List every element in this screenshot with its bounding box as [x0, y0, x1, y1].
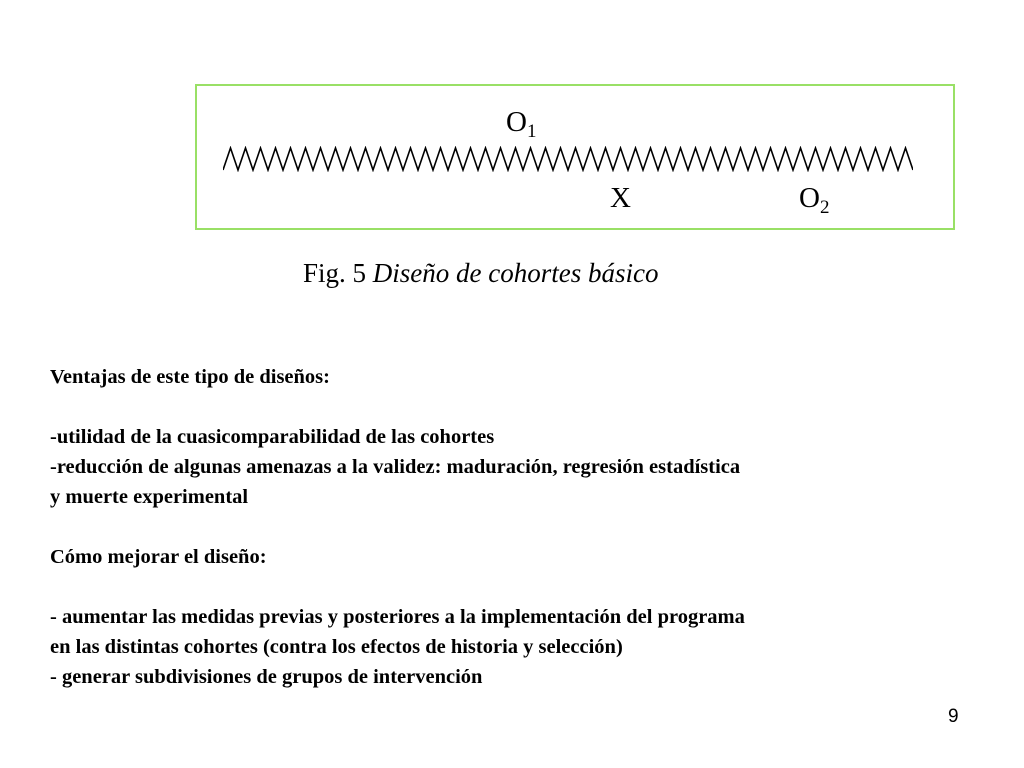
advantage-item: -reducción de algunas amenazas a la validez: maduración, regresión estadística — [50, 456, 741, 478]
advantages-heading: Ventajas de este tipo de diseños: — [50, 366, 330, 388]
page-number: 9 — [948, 706, 959, 727]
improvement-item: - generar subdivisiones de grupos de intervención — [50, 666, 483, 688]
advantage-item: -utilidad de la cuasicomparabilidad de las cohortes — [50, 426, 495, 448]
treatment-x: X — [610, 182, 631, 214]
advantage-item: y muerte experimental — [50, 486, 249, 508]
observation-o1: $O_1$ — [506, 106, 537, 142]
cohort-separator-zigzag — [223, 146, 913, 172]
observation-o2: $O_2$ — [799, 182, 830, 218]
improvement-item: en las distintas cohortes (contra los efectos de historia y selección) — [50, 636, 623, 658]
cohort-design-diagram — [195, 84, 955, 230]
figure-caption: Fig. 5 Diseño de cohortes básico — [303, 258, 659, 288]
improvements-heading: Cómo mejorar el diseño: — [50, 546, 267, 568]
slide-body — [50, 362, 980, 692]
improvement-item: - aumentar las medidas previas y posteriores a la implementación del programa — [50, 606, 745, 628]
